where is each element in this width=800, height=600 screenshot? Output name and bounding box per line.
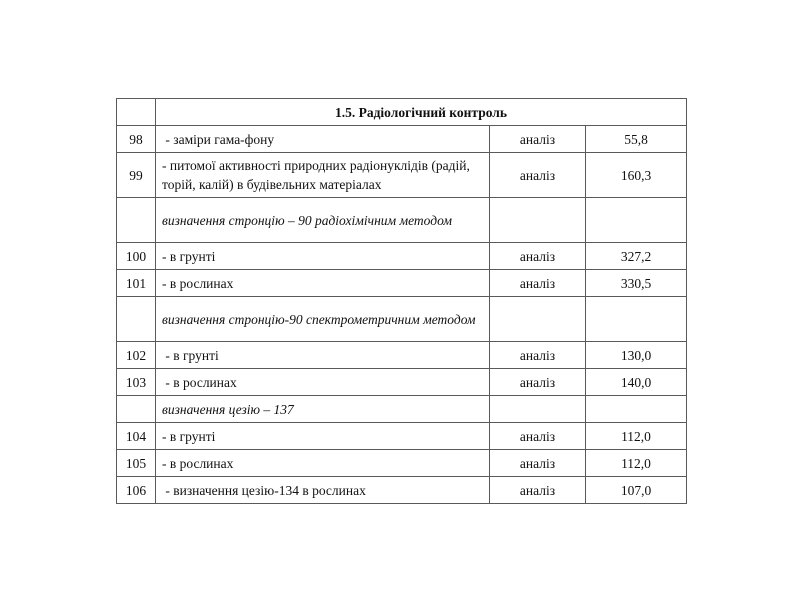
table-row bbox=[117, 270, 687, 297]
table-row bbox=[117, 342, 687, 369]
section-title: 1.5. Радіологічний контроль bbox=[156, 99, 687, 126]
row-price: 160,3 bbox=[586, 153, 687, 198]
row-price: 140,0 bbox=[586, 369, 687, 396]
row-number: 99 bbox=[117, 153, 156, 198]
row-price bbox=[586, 297, 687, 342]
subsection-row bbox=[117, 198, 687, 243]
table-row bbox=[117, 153, 687, 198]
row-unit: аналіз bbox=[490, 126, 586, 153]
row-description: - заміри гама-фону bbox=[156, 126, 490, 153]
table-row bbox=[117, 369, 687, 396]
row-number bbox=[117, 198, 156, 243]
table-row bbox=[117, 423, 687, 450]
row-description: - в грунті bbox=[156, 342, 490, 369]
row-unit bbox=[490, 297, 586, 342]
row-number bbox=[117, 297, 156, 342]
row-price: 112,0 bbox=[586, 450, 687, 477]
row-description: - в рослинах bbox=[156, 369, 490, 396]
table-row bbox=[117, 450, 687, 477]
subsection-row bbox=[117, 396, 687, 423]
table-row bbox=[117, 243, 687, 270]
row-number: 104 bbox=[117, 423, 156, 450]
subsection-title: визначення цезію – 137 bbox=[156, 396, 490, 423]
empty-cell bbox=[117, 99, 156, 126]
row-number: 106 bbox=[117, 477, 156, 504]
row-price bbox=[586, 396, 687, 423]
row-price: 112,0 bbox=[586, 423, 687, 450]
row-number: 105 bbox=[117, 450, 156, 477]
row-price: 130,0 bbox=[586, 342, 687, 369]
subsection-row bbox=[117, 297, 687, 342]
row-description: - в грунті bbox=[156, 423, 490, 450]
section-header-row bbox=[117, 99, 687, 126]
row-price: 107,0 bbox=[586, 477, 687, 504]
row-number bbox=[117, 396, 156, 423]
row-unit bbox=[490, 396, 586, 423]
row-description: - питомої активності природних радіонуклідів (радій, торій, калій) в будівельних матеріалах bbox=[156, 153, 490, 198]
subsection-title: визначення стронцію-90 спектрометричним методом bbox=[156, 297, 490, 342]
row-unit: аналіз bbox=[490, 153, 586, 198]
row-number: 103 bbox=[117, 369, 156, 396]
row-description: - в рослинах bbox=[156, 270, 490, 297]
row-number: 102 bbox=[117, 342, 156, 369]
row-unit bbox=[490, 198, 586, 243]
row-unit: аналіз bbox=[490, 477, 586, 504]
row-price: 55,8 bbox=[586, 126, 687, 153]
row-unit: аналіз bbox=[490, 450, 586, 477]
subsection-title: визначення стронцію – 90 радіохімічним методом bbox=[156, 198, 490, 243]
row-price: 327,2 bbox=[586, 243, 687, 270]
row-number: 98 bbox=[117, 126, 156, 153]
row-description: - в рослинах bbox=[156, 450, 490, 477]
row-unit: аналіз bbox=[490, 243, 586, 270]
row-description: - визначення цезію-134 в рослинах bbox=[156, 477, 490, 504]
row-description: - в грунті bbox=[156, 243, 490, 270]
row-price bbox=[586, 198, 687, 243]
table-row bbox=[117, 126, 687, 153]
row-unit: аналіз bbox=[490, 270, 586, 297]
row-price: 330,5 bbox=[586, 270, 687, 297]
row-unit: аналіз bbox=[490, 369, 586, 396]
row-unit: аналіз bbox=[490, 423, 586, 450]
table-row bbox=[117, 477, 687, 504]
row-unit: аналіз bbox=[490, 342, 586, 369]
radiological-control-table bbox=[116, 98, 687, 504]
row-number: 101 bbox=[117, 270, 156, 297]
row-number: 100 bbox=[117, 243, 156, 270]
